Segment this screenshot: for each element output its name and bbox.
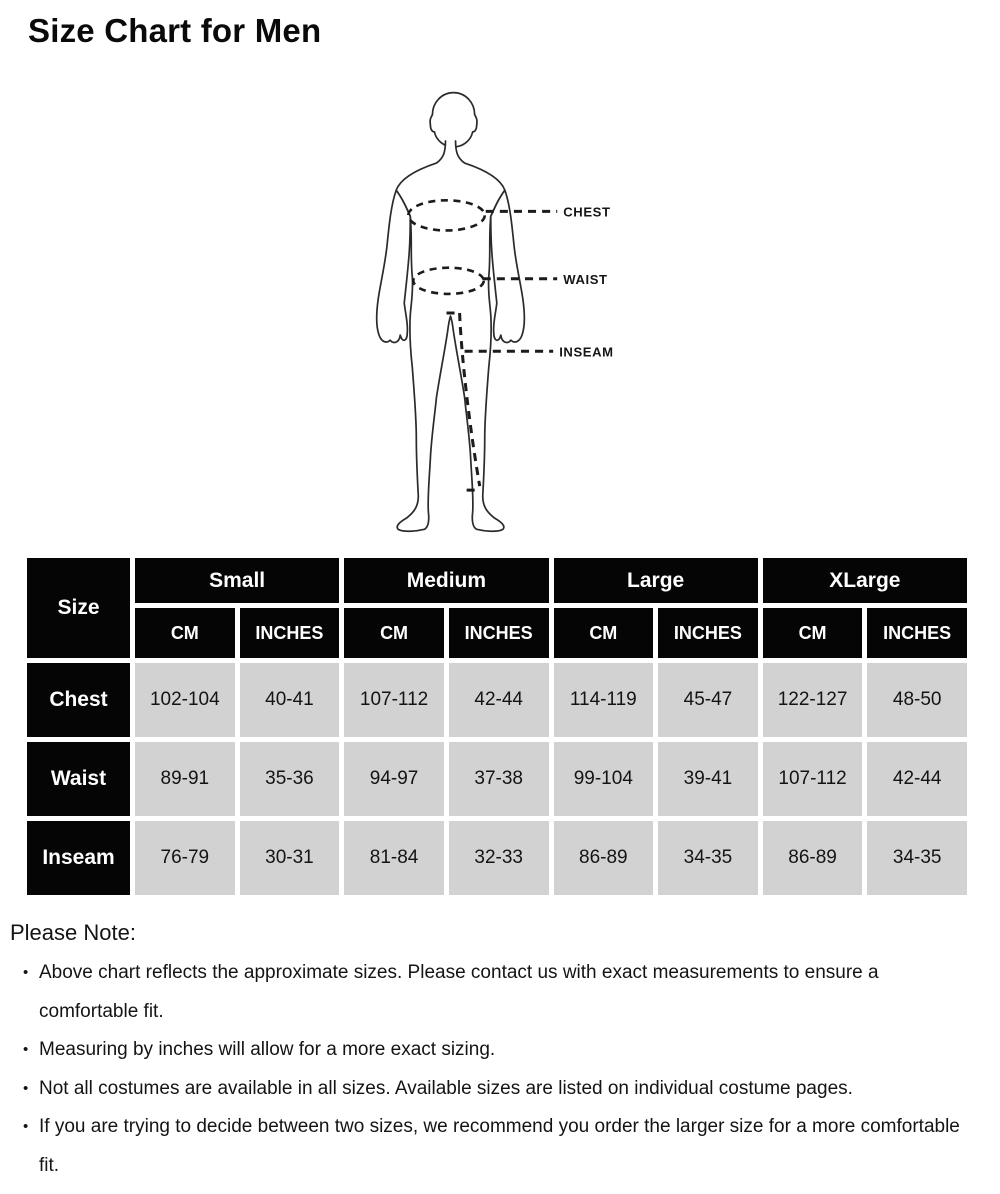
cell-waist-large-cm: 99-104: [554, 742, 654, 816]
bullet-icon: •: [23, 964, 29, 981]
note-item: [10, 1108, 962, 1185]
body-measurement-diagram: [366, 84, 688, 542]
cell-inseam-xlarge-cm: 86-89: [763, 821, 863, 895]
note-item: [10, 954, 962, 1031]
row-header-inseam: Inseam: [27, 821, 130, 895]
size-group-small: Small: [135, 558, 339, 603]
cell-chest-medium-inches: 42-44: [449, 663, 549, 737]
unit-header-inches: INCHES: [867, 608, 967, 658]
note-item: [10, 1031, 962, 1070]
cell-waist-small-inches: 35-36: [240, 742, 340, 816]
table-row-waist: [27, 742, 967, 816]
cell-waist-large-inches: 39-41: [658, 742, 758, 816]
chest-label: CHEST: [563, 204, 611, 220]
cell-waist-xlarge-cm: 107-112: [763, 742, 863, 816]
table-row-chest: [27, 663, 967, 737]
unit-header-inches: INCHES: [658, 608, 758, 658]
cell-inseam-xlarge-inches: 34-35: [867, 821, 967, 895]
note-text: If you are trying to decide between two sizes, we recommend you order the larger size for a more comfortable fit.: [39, 1116, 960, 1176]
waist-label: WAIST: [563, 271, 608, 287]
cell-inseam-medium-inches: 32-33: [449, 821, 549, 895]
right-arm-outline: [491, 190, 525, 342]
cell-inseam-large-inches: 34-35: [658, 821, 758, 895]
size-corner-header: Size: [27, 558, 130, 658]
unit-header-cm: CM: [554, 608, 654, 658]
cell-waist-medium-cm: 94-97: [344, 742, 444, 816]
cell-chest-small-inches: 40-41: [240, 663, 340, 737]
cell-inseam-large-cm: 86-89: [554, 821, 654, 895]
cell-chest-xlarge-cm: 122-127: [763, 663, 863, 737]
notes-heading: Please Note:: [10, 920, 136, 945]
cell-chest-xlarge-inches: 48-50: [867, 663, 967, 737]
cell-chest-small-cm: 102-104: [135, 663, 235, 737]
cell-chest-large-cm: 114-119: [554, 663, 654, 737]
torso-legs-outline: [396, 141, 505, 531]
unit-header-inches: INCHES: [449, 608, 549, 658]
unit-header-cm: CM: [135, 608, 235, 658]
inseam-label: INSEAM: [559, 344, 614, 360]
size-table: [22, 553, 972, 900]
bullet-icon: •: [23, 1041, 29, 1058]
row-header-chest: Chest: [27, 663, 130, 737]
size-group-large: Large: [554, 558, 758, 603]
notes-section: [10, 920, 962, 1185]
row-header-waist: Waist: [27, 742, 130, 816]
size-group-xlarge: XLarge: [763, 558, 967, 603]
note-text: Above chart reflects the approximate sizes. Please contact us with exact measurements to ensure a comfortable fit.: [39, 962, 879, 1022]
unit-header-cm: CM: [763, 608, 863, 658]
body-outline-figure: [366, 84, 688, 542]
note-text: Not all costumes are available in all sizes. Available sizes are listed on individual costume pages.: [39, 1077, 853, 1099]
cell-waist-xlarge-inches: 42-44: [867, 742, 967, 816]
cell-chest-large-inches: 45-47: [658, 663, 758, 737]
cell-waist-small-cm: 89-91: [135, 742, 235, 816]
cell-chest-medium-cm: 107-112: [344, 663, 444, 737]
cell-inseam-medium-cm: 81-84: [344, 821, 444, 895]
size-group-medium: Medium: [344, 558, 548, 603]
bullet-icon: •: [23, 1079, 29, 1097]
note-item: [10, 1070, 962, 1109]
page-title: Size Chart for Men: [28, 12, 322, 49]
unit-header-cm: CM: [344, 608, 444, 658]
cell-inseam-small-inches: 30-31: [240, 821, 340, 895]
cell-waist-medium-inches: 37-38: [449, 742, 549, 816]
left-arm-outline: [377, 190, 411, 342]
cell-inseam-small-cm: 76-79: [135, 821, 235, 895]
unit-header-inches: INCHES: [240, 608, 340, 658]
note-text: Measuring by inches will allow for a more exact sizing.: [39, 1039, 496, 1060]
bullet-icon: •: [23, 1118, 29, 1135]
head-outline: [430, 93, 477, 147]
table-row-inseam: [27, 821, 967, 895]
